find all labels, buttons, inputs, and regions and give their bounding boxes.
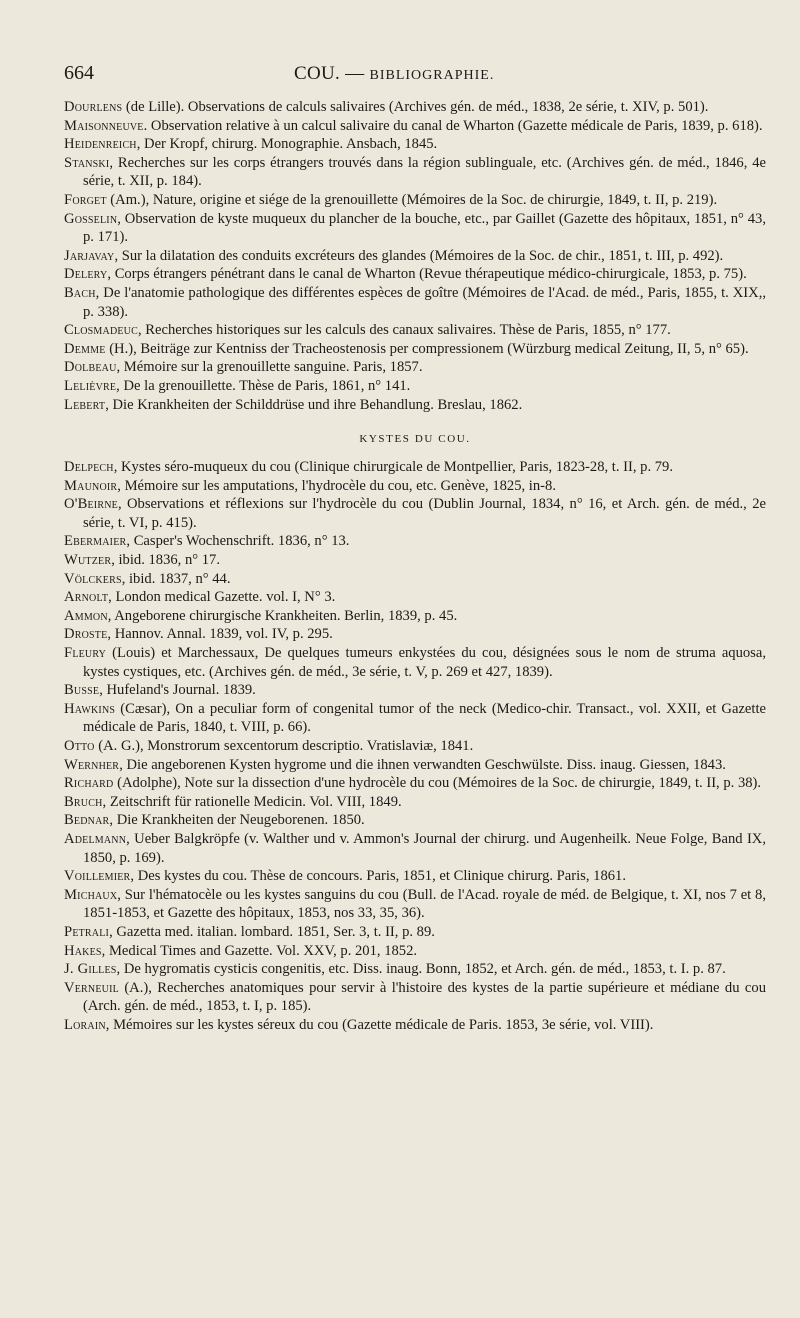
bibliography-entry (64, 247, 766, 266)
entry-author: Hakes (64, 942, 102, 959)
entry-text: , Recherches historiques sur les calculs des canaux salivaires. Thèse de Paris, 1855, n° 177. (137, 322, 671, 339)
entry-text: , London medical Gazette. vol. I, N° 3. (108, 589, 336, 606)
bibliography-entry (64, 756, 766, 775)
entry-text: , Observation de kyste muqueux du plancher de la bouche, etc., par Gaillet (Gazette des hôpitaux, 1851, n° 43, p. 171). (83, 210, 766, 246)
entry-author: Heidenreich (64, 136, 137, 153)
entry-author: Petrali (64, 923, 110, 940)
entry-author: Otto (64, 738, 95, 754)
entry-text: , Hufeland's Journal. 1839. (99, 682, 256, 699)
entry-author: Maunoir (64, 477, 118, 494)
entry-author: Demme (64, 340, 106, 357)
entry-author: Lebert (64, 396, 106, 413)
entry-author: Wernher (64, 756, 120, 773)
bibliography-entry (64, 191, 766, 210)
entry-author: Droste (64, 626, 108, 643)
entry-text: (Am.), Nature, origine et siége de la grenouillette (Mémoires de la Soc. de chirurgie, 1849, t. II, p. 219). (106, 191, 718, 208)
entry-text: . Observation relative à un calcul salivaire du canal de Wharton (Gazette médicale de Paris, 1839, p. 618). (143, 117, 763, 134)
bibliography-entry (64, 117, 766, 136)
entry-author: Closmadeuc (64, 322, 138, 339)
bibliography-entry (64, 532, 766, 551)
bibliography-entry (64, 458, 766, 477)
bibliography-entry (64, 811, 766, 830)
entry-author: Dourlens (64, 99, 123, 115)
bibliography-entry (64, 477, 766, 496)
bibliography-entry (64, 923, 766, 942)
bibliography-entry (64, 588, 766, 607)
entry-text: (A. G.), Monstrorum sexcentorum descriptio. Vratislaviæ, 1841. (94, 738, 474, 754)
entry-author: Jarjavay (64, 247, 115, 264)
bibliography-entry (64, 495, 766, 532)
bibliography-entry (64, 737, 766, 756)
bibliography-entry (64, 1016, 766, 1035)
running-title-dash: — (340, 63, 370, 84)
bibliography-entry (64, 830, 766, 867)
bibliography-entry (64, 340, 766, 359)
bibliography-entry (64, 700, 766, 737)
entry-text: , Angeborene chirurgische Krankheiten. Berlin, 1839, p. 45. (107, 607, 458, 624)
bibliography-entry (64, 681, 766, 700)
running-title-section: BIBLIOGRAPHIE. (369, 68, 495, 83)
entry-author: O'Beirne (64, 496, 118, 513)
entry-text: , Observations et réflexions sur l'hydrocèle du cou (Dublin Journal, 1834, n° 16, et Arch. gén. de méd., 2e série, t. VI, p. 415). (83, 496, 766, 531)
entry-text: , Mémoire sur les amputations, l'hydrocèle du cou, etc. Genève, 1825, in-8. (117, 477, 556, 494)
entry-author: Ammon (64, 607, 108, 624)
entry-author: Dolbeau (64, 359, 117, 376)
bibliography-entry (64, 774, 766, 793)
entry-text: (H.), Beiträge zur Kentniss der Tracheostenosis per compressionem (Würzburg medical Zeitung, II, 5, n° 65). (105, 340, 749, 357)
entry-text: , Kystes séro-muqueux du cou (Clinique chirurgicale de Montpellier, Paris, 1823-28, t. II, p. 79. (113, 459, 673, 476)
bibliography-entry (64, 321, 766, 340)
entry-text: , ibid. 1836, n° 17. (111, 552, 221, 569)
entry-author: Völckers (64, 570, 122, 587)
bibliography-entry (64, 793, 766, 812)
entry-author: Michaux (64, 886, 118, 903)
entry-author: J. Gilles (64, 961, 117, 978)
bibliography-entry (64, 644, 766, 681)
entry-author: Maisonneuve (64, 117, 144, 134)
running-header (64, 62, 766, 92)
bibliography-entry (64, 154, 766, 191)
entry-text: , Recherches sur les corps étrangers trouvés dans la région sublinguale, etc. (Archives gén. de méd., 1846, 4e série, t. XII, p. 184). (83, 154, 766, 190)
entry-text: , Die Krankheiten der Schilddrüse und ihre Behandlung. Breslau, 1862. (105, 396, 523, 413)
bibliography-entry (64, 551, 766, 570)
entry-author: Stanski (64, 154, 110, 171)
running-title (294, 63, 494, 85)
entry-text: (Louis) et Marchessaux, De quelques tumeurs enkystées du cou, désignées sous le nom de struma aquosa, kystes cystiques, etc. (Archives gén. de méd., 3e série, t. V, p. 269 et 427, 1839). (83, 645, 766, 680)
entry-author: Gosselin (64, 210, 118, 227)
entry-author: Lorain (64, 1016, 106, 1033)
bibliography-entry (64, 886, 766, 923)
entry-author: Forget (64, 191, 107, 208)
bibliography-entry (64, 942, 766, 961)
entry-author: Verneuil (64, 979, 119, 996)
entry-text: (de Lille). Observations de calculs salivaires (Archives gén. de méd., 1838, 2e série, t. XIV, p. 501). (122, 99, 709, 115)
bibliography-list-calculi (64, 98, 766, 414)
entry-author: Voillemier (64, 868, 131, 885)
bibliography-entry (64, 979, 766, 1016)
entry-author: Richard (64, 775, 114, 792)
entry-text: (A.), Recherches anatomiques pour servir à l'histoire des kystes de la partie supérieure et médiane du cou (Arch. gén. de méd., 1853, t. I, p. 185). (83, 979, 766, 1015)
bibliography-entry (64, 625, 766, 644)
section-heading: KYSTES DU COU. (359, 433, 471, 446)
entry-author: Wutzer (64, 552, 112, 569)
entry-author: Fleury (64, 645, 107, 662)
running-title-main: COU. (294, 63, 341, 84)
entry-author: Adelmann (64, 830, 127, 847)
bibliography-entry (64, 960, 766, 979)
entry-text: , Medical Times and Gazette. Vol. XXV, p. 201, 1852. (101, 942, 418, 959)
bibliography-list-kystes (64, 458, 766, 1034)
entry-text: , Ueber Balgkröpfe (v. Walther und v. Ammon's Journal der chirurg. und Augenheilk. Neue Folge, Band IX, 1850, p. 169). (83, 830, 766, 866)
entry-author: Hawkins (64, 700, 116, 717)
entry-author: Busse (64, 682, 100, 699)
bibliography-entry (64, 396, 766, 415)
entry-text: , Hannov. Annal. 1839, vol. IV, p. 295. (107, 626, 333, 643)
entry-author: Arnolt (64, 589, 109, 606)
entry-text: , ibid. 1837, n° 44. (121, 570, 231, 587)
entry-text: , Casper's Wochenschrift. 1836, n° 13. (126, 533, 350, 550)
bibliography-entry (64, 867, 766, 886)
entry-text: (Adolphe), Note sur la dissection d'une hydrocèle du cou (Mémoires de la Soc. de chirurgie, 1849, t. II, p. 38). (113, 775, 762, 792)
page-number: 664 (64, 62, 94, 84)
entry-text: , Die angeborenen Kysten hygrome und die ihnen verwandten Geschwülste. Diss. inaug. Giessen, 1843. (119, 756, 726, 773)
entry-text: , Des kystes du cou. Thèse de concours. Paris, 1851, et Clinique chirurg. Paris, 1861. (130, 868, 626, 885)
bibliography-entry (64, 265, 766, 284)
entry-author: Ebermaier (64, 533, 127, 550)
entry-text: , Sur la dilatation des conduits excréteurs des glandes (Mémoires de la Soc. de chir., 1851, t. III, p. 492). (114, 247, 724, 264)
entry-author: Delery (64, 266, 108, 283)
entry-author: Delpech (64, 459, 114, 476)
entry-text: , Corps étrangers pénétrant dans le canal de Wharton (Revue thérapeutique médico-chirurgicale, 1853, p. 75). (107, 266, 747, 283)
entry-text: , Gazetta med. italian. lombard. 1851, Ser. 3, t. II, p. 89. (109, 923, 435, 940)
entry-text: , De l'anatomie pathologique des différentes espèces de goître (Mémoires de l'Acad. de méd., Paris, 1855, t. XIX,, p. 338). (83, 284, 766, 320)
bibliography-entry (64, 358, 766, 377)
entry-author: Bruch (64, 793, 103, 810)
entry-text: , Zeitschrift für rationelle Medicin. Vol. VIII, 1849. (102, 793, 402, 810)
entry-text: , Mémoire sur la grenouillette sanguine. Paris, 1857. (116, 359, 423, 376)
bibliography-entry (64, 377, 766, 396)
entry-author: Bednar (64, 812, 110, 829)
bibliography-entry (64, 210, 766, 247)
entry-text: , Sur l'hématocèle ou les kystes sanguins du cou (Bull. de l'Acad. royale de méd. de Belgique, t. XI, nos 7 et 8, 1851-1853, et Gazette des hôpitaux, 1853, nos 33, 35, 36). (83, 886, 766, 922)
bibliography-entry (64, 98, 766, 117)
bibliography-entry (64, 284, 766, 321)
entry-text: , De la grenouillette. Thèse de Paris, 1861, n° 141. (116, 377, 411, 394)
entry-text: , Mémoires sur les kystes séreux du cou (Gazette médicale de Paris. 1853, 3e série, vol. VIII). (105, 1016, 654, 1033)
bibliography-entry (64, 607, 766, 626)
entry-text: , De hygromatis cysticis congenitis, etc. Diss. inaug. Bonn, 1852, et Arch. gén. de méd., 1853, t. I. p. 87. (116, 961, 726, 978)
bibliography-entry (64, 135, 766, 154)
entry-author: Lelièvre (64, 377, 117, 394)
entry-text: , Der Kropf, chirurg. Monographie. Ansbach, 1845. (136, 136, 438, 153)
entry-text: , Die Krankheiten der Neugeborenen. 1850. (109, 812, 365, 829)
entry-text: (Cæsar), On a peculiar form of congenital tumor of the neck (Medico-chir. Transact., vol. XXII, et Gazette médicale de Paris, 1840, t. VIII, p. 66). (83, 700, 766, 736)
entry-author: Bach (64, 284, 96, 301)
bibliography-entry (64, 570, 766, 589)
